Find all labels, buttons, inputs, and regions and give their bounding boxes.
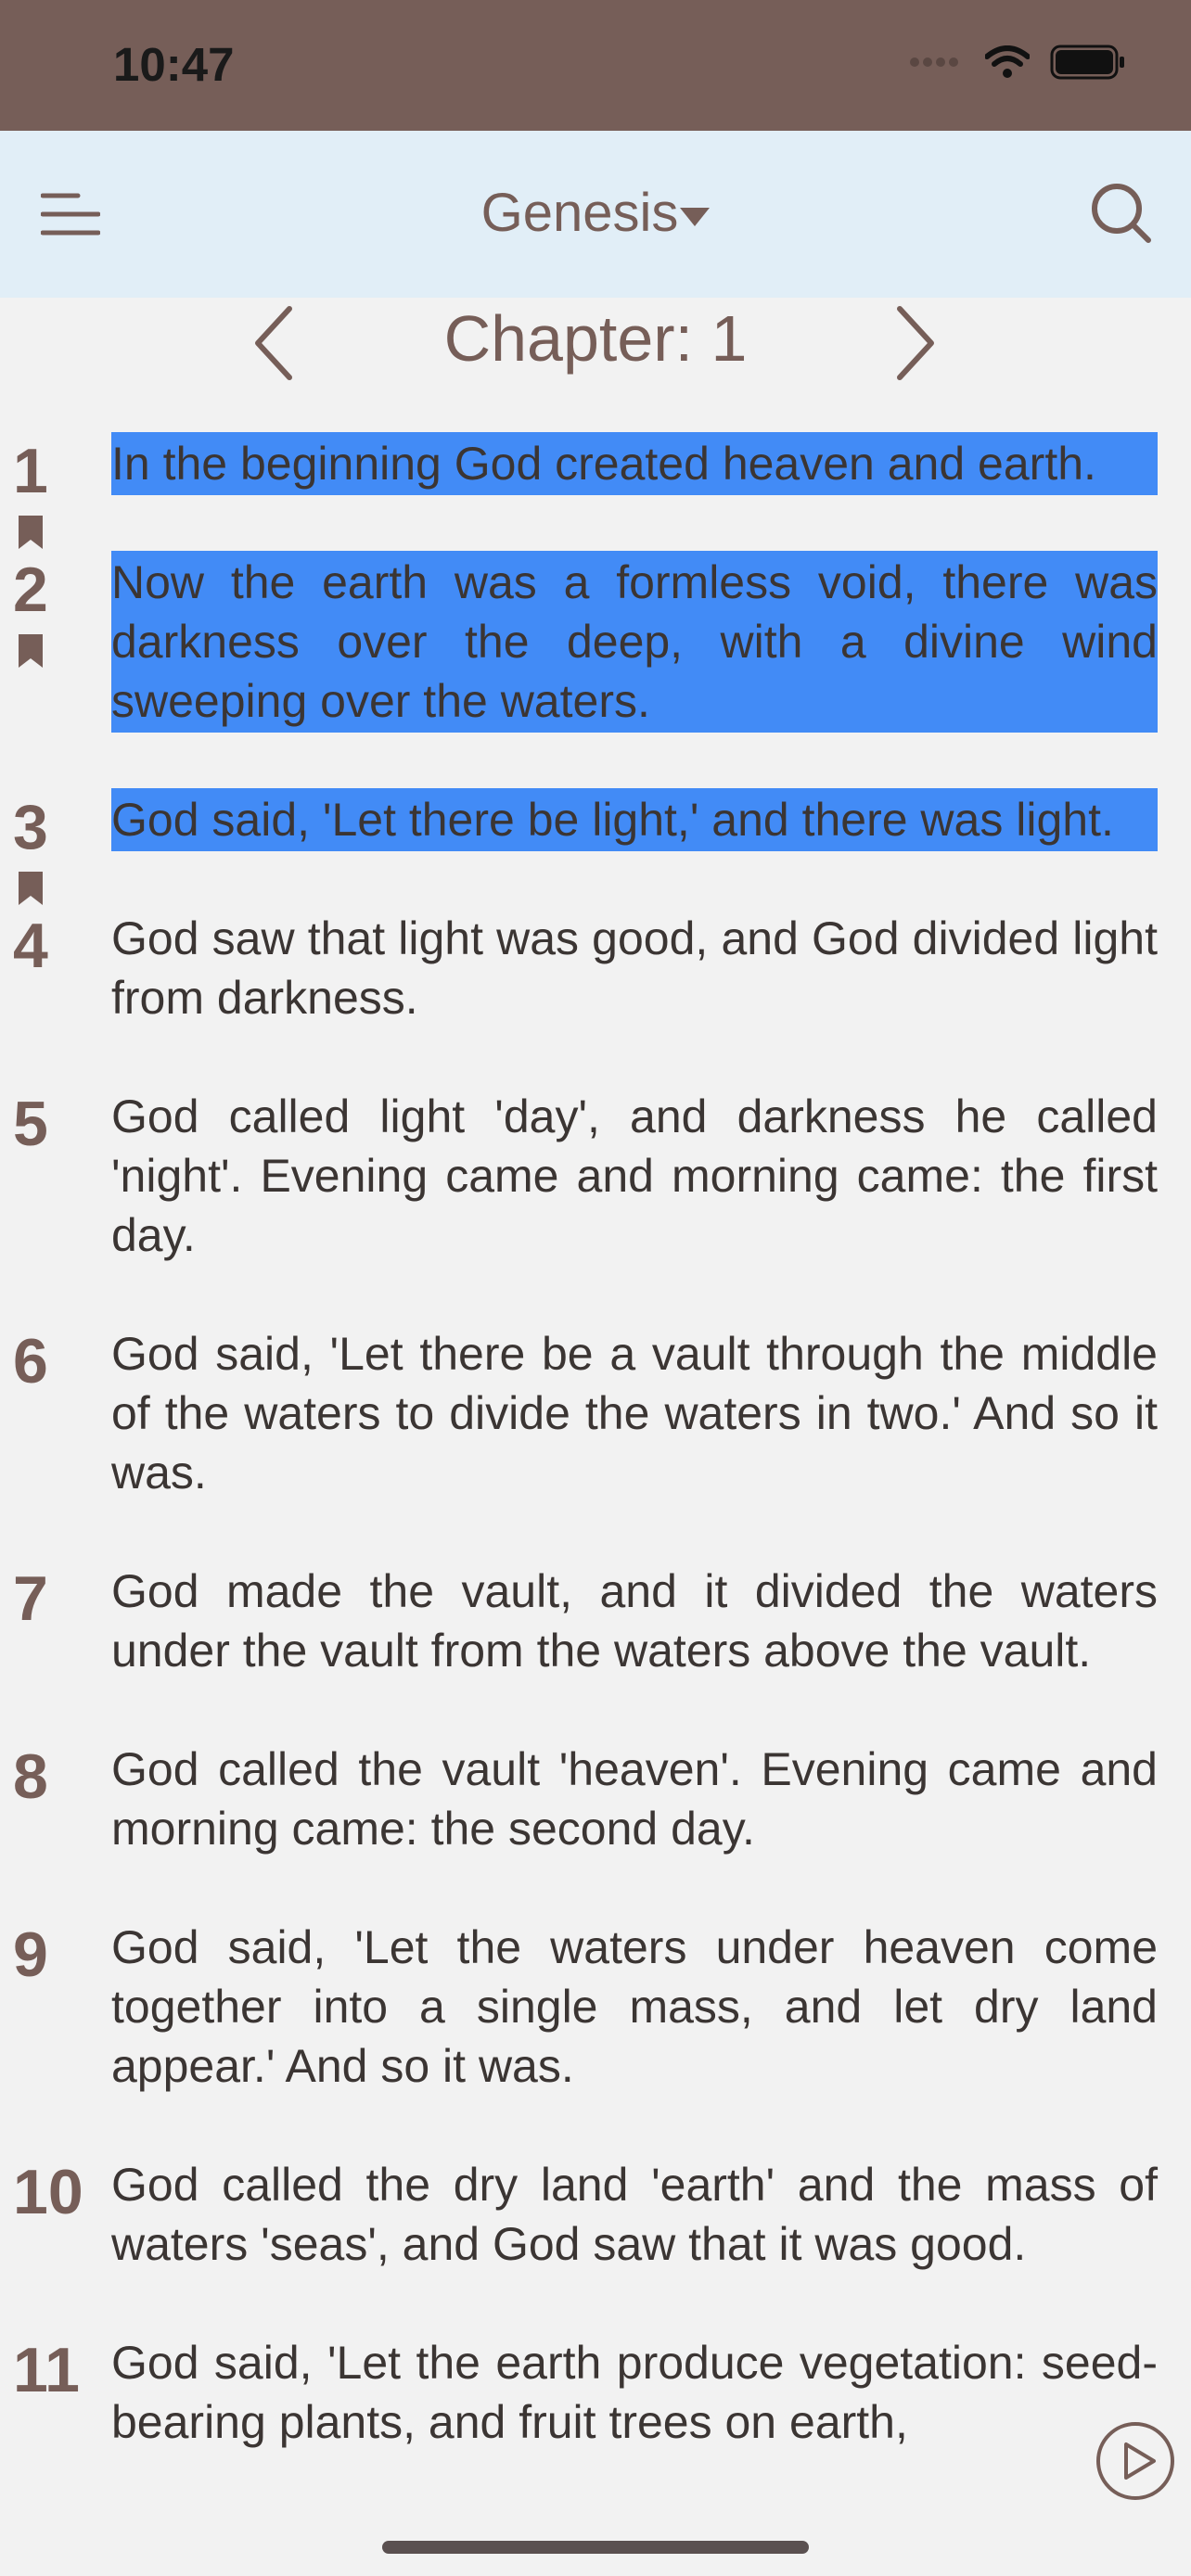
verse-number: 6 bbox=[13, 1326, 48, 1396]
verse-number: 10 bbox=[13, 2157, 83, 2227]
book-title: Genesis bbox=[480, 183, 679, 243]
verse-text: God said, 'Let there be a vault through the middle of the waters to divide the waters in two.' And so it was. bbox=[111, 1328, 1158, 1498]
verse-text: God said, 'Let the waters under heaven come together into a single mass, and let dry land appear.' And so it was. bbox=[111, 1921, 1158, 2092]
status-icons bbox=[909, 45, 1126, 80]
verse-text: God made the vault, and it divided the waters under the vault from the waters above the vault. bbox=[111, 1565, 1158, 1677]
verse-text: In the beginning God created heaven and earth. bbox=[111, 432, 1158, 495]
chapter-navigation bbox=[0, 298, 1191, 400]
verse[interactable] bbox=[0, 432, 1191, 506]
verse[interactable] bbox=[0, 1738, 1191, 1860]
verse-number: 7 bbox=[13, 1563, 48, 1634]
verse[interactable] bbox=[0, 1916, 1191, 2098]
verse-list bbox=[0, 432, 1191, 2509]
verse-text: God called the dry land 'earth' and the mass of waters 'seas', and God saw that it was good. bbox=[111, 2159, 1158, 2270]
verse-text: God called the vault 'heaven'. Evening came and morning came: the second day. bbox=[111, 1743, 1158, 1855]
verse-text: God called light 'day', and darkness he called 'night'. Evening came and morning came: the first day. bbox=[111, 1090, 1158, 1261]
verse[interactable] bbox=[0, 907, 1191, 1029]
book-selector[interactable] bbox=[0, 182, 1191, 244]
wifi-icon bbox=[985, 45, 1030, 79]
home-indicator[interactable] bbox=[382, 2541, 809, 2554]
bookmark-icon bbox=[17, 632, 45, 670]
chevron-right-icon[interactable] bbox=[889, 303, 941, 383]
bookmark-icon bbox=[17, 870, 45, 907]
verse[interactable] bbox=[0, 1560, 1191, 1682]
status-time: 10:47 bbox=[113, 38, 235, 91]
search-icon[interactable] bbox=[1089, 181, 1154, 246]
battery-icon bbox=[1050, 45, 1126, 80]
verse-text: God saw that light was good, and God divided light from darkness. bbox=[111, 912, 1158, 1024]
status-bar bbox=[0, 0, 1191, 131]
verse-text: God said, 'Let the earth produce vegetation: seed-bearing plants, and fruit trees on earth, bbox=[111, 2337, 1158, 2448]
play-icon[interactable] bbox=[1095, 2420, 1176, 2502]
verse-text: Now the earth was a formless void, there was darkness over the deep, with a divine wind sweeping over the waters. bbox=[111, 551, 1158, 733]
verse-number: 8 bbox=[13, 1741, 48, 1812]
verse[interactable] bbox=[0, 1322, 1191, 1504]
bookmark-icon bbox=[17, 514, 45, 551]
verse-number: 9 bbox=[13, 1919, 48, 1990]
verse[interactable] bbox=[0, 2331, 1191, 2454]
verse-number: 11 bbox=[13, 2335, 80, 2405]
verse[interactable] bbox=[0, 551, 1191, 733]
signal-icon bbox=[909, 57, 965, 68]
verse-number: 5 bbox=[13, 1089, 48, 1159]
verse-number: 3 bbox=[13, 792, 48, 862]
chapter-label: Chapter: 1 bbox=[443, 302, 748, 375]
verse-number: 1 bbox=[13, 436, 48, 506]
verse-number: 4 bbox=[13, 911, 48, 981]
verse[interactable] bbox=[0, 1085, 1191, 1267]
verse[interactable] bbox=[0, 788, 1191, 862]
verse-text: God said, 'Let there be light,' and there was light. bbox=[111, 788, 1158, 851]
nav-bar bbox=[0, 131, 1191, 298]
verse-number: 2 bbox=[13, 555, 48, 625]
caret-down-icon bbox=[680, 208, 710, 226]
verse[interactable] bbox=[0, 2153, 1191, 2276]
